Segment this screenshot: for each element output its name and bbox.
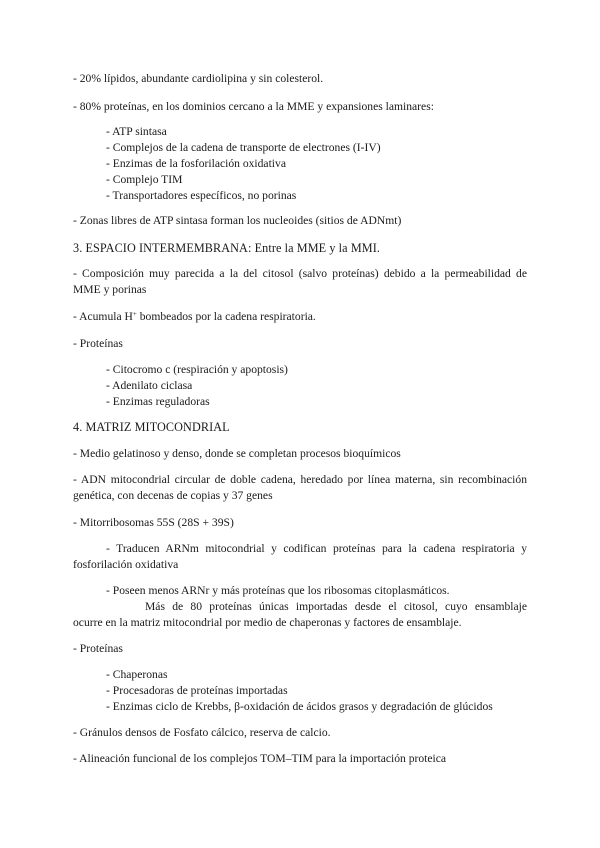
adn-line-1: - ADN mitocondrial circular de doble cadena, heredado por línea materna, sin recombinación: [73, 473, 527, 486]
more-80-line-2: ocurre en la matriz mitocondrial por medio de chaperonas y factores de ensamblaje.: [73, 616, 462, 629]
composition-line-1: - Composición muy parecida a la del citosol (salvo proteínas) debido a la permeabilidad de: [73, 267, 527, 280]
lipids-text: - 20% lípidos, abundante cardiolipina y sin colesterol.: [73, 72, 324, 85]
list-item: - Enzimas ciclo de Krebbs, β-oxidación de ácidos grasos y degradación de glúcidos: [106, 700, 493, 713]
h-suffix: bombeados por la cadena respiratoria.: [136, 310, 316, 323]
list-item: - Procesadoras de proteínas importadas: [106, 684, 288, 697]
h-superscript: +: [132, 310, 137, 318]
translate-line-2: fosforilación oxidativa: [73, 558, 179, 571]
list-item: - Complejos de la cadena de transporte de electrones (I-IV): [106, 141, 381, 154]
tom-tim-alignment-text: - Alineación funcional de los complejos TOM–TIM para la importación proteica: [73, 752, 447, 765]
h-prefix: - Acumula H: [73, 310, 133, 323]
section-3-heading: 3. ESPACIO INTERMEMBRANA: Entre la MME y la MMI.: [73, 241, 381, 255]
fewer-arnr-text: - Poseen menos ARNr y más proteínas que los ribosomas citoplasmáticos.: [106, 584, 450, 597]
list-item: - Citocromo c (respiración y apoptosis): [106, 363, 288, 376]
h-accumulation-text: [73, 309, 527, 325]
list-item: - ATP sintasa: [106, 125, 167, 138]
composition-line-2: MME y porinas: [73, 283, 147, 296]
proteins-80-text: - 80% proteínas, en los dominios cercano a la MME y expansiones laminares:: [73, 100, 434, 113]
medium-text: - Medio gelatinoso y denso, donde se completan procesos bioquímicos: [73, 447, 401, 460]
mitoribosomes-text: - Mitorribosomas 55S (28S + 39S): [73, 516, 234, 529]
list-item: - Enzimas de la fosforilación oxidativa: [106, 157, 286, 170]
ims-proteins-label: - Proteínas: [73, 337, 123, 350]
list-item: - Transportadores específicos, no porinas: [106, 189, 297, 202]
more-80-line-1: Más de 80 proteínas únicas importadas desde el citosol, cuyo ensamblaje: [145, 600, 527, 613]
matrix-proteins-label: - Proteínas: [73, 642, 123, 655]
adn-line-2: genética, con decenas de copias y 37 genes: [73, 489, 273, 502]
list-item: - Adenilato ciclasa: [106, 379, 193, 392]
list-item: - Complejo TIM: [106, 173, 183, 186]
list-item: - Enzimas reguladoras: [106, 395, 210, 408]
granules-text: - Gránulos densos de Fosfato cálcico, reserva de calcio.: [73, 726, 331, 739]
section-4-heading: 4. MATRIZ MITOCONDRIAL: [73, 420, 230, 434]
list-item: - Chaperonas: [106, 668, 168, 681]
translate-line-1: - Traducen ARNm mitocondrial y codifican proteínas para la cadena respiratoria y: [106, 542, 527, 555]
free-zones-text: - Zonas libres de ATP sintasa forman los nucleoides (sitios de ADNmt): [73, 214, 402, 227]
